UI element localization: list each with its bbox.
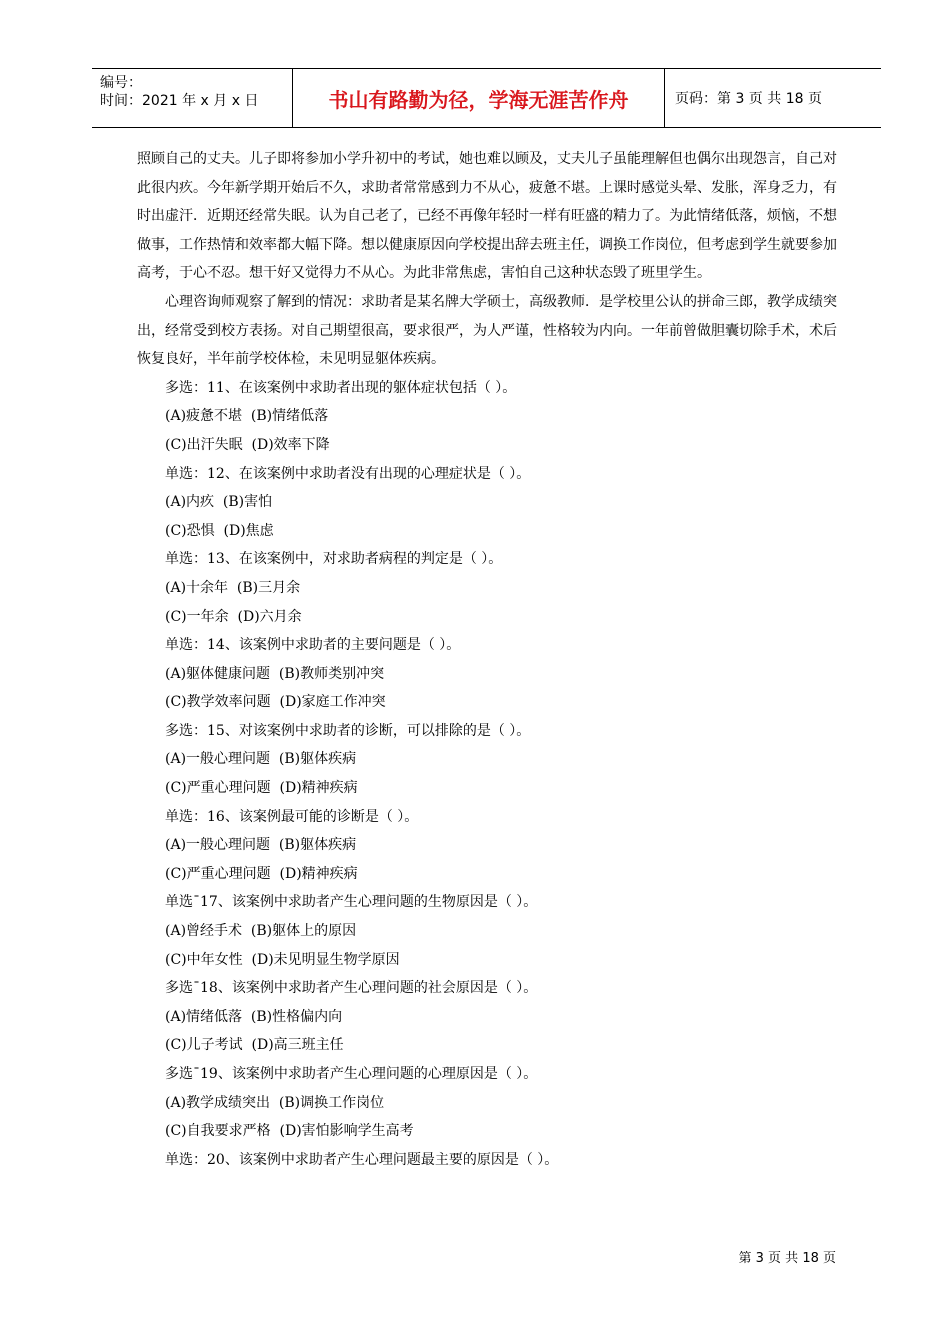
paragraph-case-description: 照顾自己的丈夫。儿子即将参加小学升初中的考试，她也难以顾及，丈夫儿子虽能理解但也偶尔出现怨言，自己对此很内疚。今年新学期开始后不久，求助者常常感到力不从心，疲惫不堪。上课时感觉头晕、发胀，浑身乏力，有时出虚汗．近期还经常失眠。认为自己老了，已经不再像年轻时一样有旺盛的精力了。为此情绪低落，烦恼，不想做事，工作热情和效率都大幅下降。想以健康原因向学校提出辞去班主任，调换工作岗位，但考虑到学生就要参加高考，于心不忍。想干好又觉得力不从心。为此非常焦虑，害怕自己这种状态毁了班里学生。 bbox=[137, 151, 837, 282]
question-line: 多选¯18、该案例中求助者产生心理问题的社会原因是（ ）。 bbox=[165, 980, 538, 997]
option-line: (A)曾经手术 (B)躯体上的原因 bbox=[165, 923, 357, 940]
header-motto: 书山有路勤为径，学海无涯苦作舟 bbox=[293, 69, 665, 127]
option-line: (C)一年余 (D)六月余 bbox=[165, 608, 302, 625]
option-line: (C)严重心理问题 (D)精神疾病 bbox=[165, 865, 358, 882]
option-line: (C)出汗失眠 (D)效率下降 bbox=[165, 436, 330, 453]
option-line: (C)自我要求严格 (D)害怕影响学生高考 bbox=[165, 1123, 414, 1140]
question-list bbox=[137, 374, 837, 1175]
question-line: 单选：16、该案例最可能的诊断是（ ）。 bbox=[165, 808, 419, 825]
time-label: 时间：2021 年 x 月 x 日 bbox=[100, 93, 259, 109]
option-line: (A)教学成绩突出 (B)调换工作岗位 bbox=[165, 1094, 385, 1111]
option-line: (A)一般心理问题 (B)躯体疾病 bbox=[165, 751, 357, 768]
option-line: (C)中年女性 (D)未见明显生物学原因 bbox=[165, 951, 400, 968]
option-line: (C)教学效率问题 (D)家庭工作冲突 bbox=[165, 694, 386, 711]
option-line: (C)恐惧 (D)焦虑 bbox=[165, 522, 274, 539]
question-line: 单选：13、在该案例中，对求助者病程的判定是（ ）。 bbox=[165, 551, 503, 568]
question-line: 单选：14、该案例中求助者的主要问题是（ ）。 bbox=[165, 637, 461, 654]
option-line: (A)躯体健康问题 (B)教师类别冲突 bbox=[165, 665, 385, 682]
option-line: (A)内疚 (B)害怕 bbox=[165, 494, 273, 511]
question-line: 多选：11、在该案例中求助者出现的躯体症状包括（ ）。 bbox=[165, 379, 517, 396]
page-header bbox=[92, 68, 881, 128]
option-line: (A)疲惫不堪 (B)情绪低落 bbox=[165, 408, 329, 425]
number-label: 编号： bbox=[100, 75, 142, 91]
page-footer: 第 3 页 共 18 页 bbox=[738, 1251, 836, 1266]
question-line: 多选¯19、该案例中求助者产生心理问题的心理原因是（ ）。 bbox=[165, 1066, 538, 1082]
document-body bbox=[137, 145, 837, 1174]
question-line: 单选：12、在该案例中求助者没有出现的心理症状是（ ）。 bbox=[165, 465, 531, 482]
question-line: 单选¯17、该案例中求助者产生心理问题的生物原因是（ ）。 bbox=[165, 894, 538, 911]
header-page-label: 页码：第 3 页 共 18 页 bbox=[675, 91, 822, 107]
question-line: 多选：15、对该案例中求助者的诊断，可以排除的是（ ）。 bbox=[165, 722, 531, 739]
option-line: (C)严重心理问题 (D)精神疾病 bbox=[165, 780, 358, 797]
header-meta bbox=[92, 69, 293, 127]
paragraph-observation: 心理咨询师观察了解到的情况：求助者是某名牌大学硕士，高级教师．是学校里公认的拼命三郎，教学成绩突出，经常受到校方表扬。对自己期望很高，要求很严，为人严谨，性格较为内向。一年前曾做胆囊切除手术，术后恢复良好，半年前学校体检，未见明显躯体疾病。 bbox=[137, 293, 837, 368]
option-line: (A)情绪低落 (B)性格偏内向 bbox=[165, 1008, 343, 1025]
question-line: 单选：20、该案例中求助者产生心理问题最主要的原因是（ ）。 bbox=[165, 1151, 559, 1168]
option-line: (A)一般心理问题 (B)躯体疾病 bbox=[165, 837, 357, 854]
option-line: (A)十余年 (B)三月余 bbox=[165, 579, 301, 596]
option-line: (C)儿子考试 (D)高三班主任 bbox=[165, 1037, 344, 1054]
